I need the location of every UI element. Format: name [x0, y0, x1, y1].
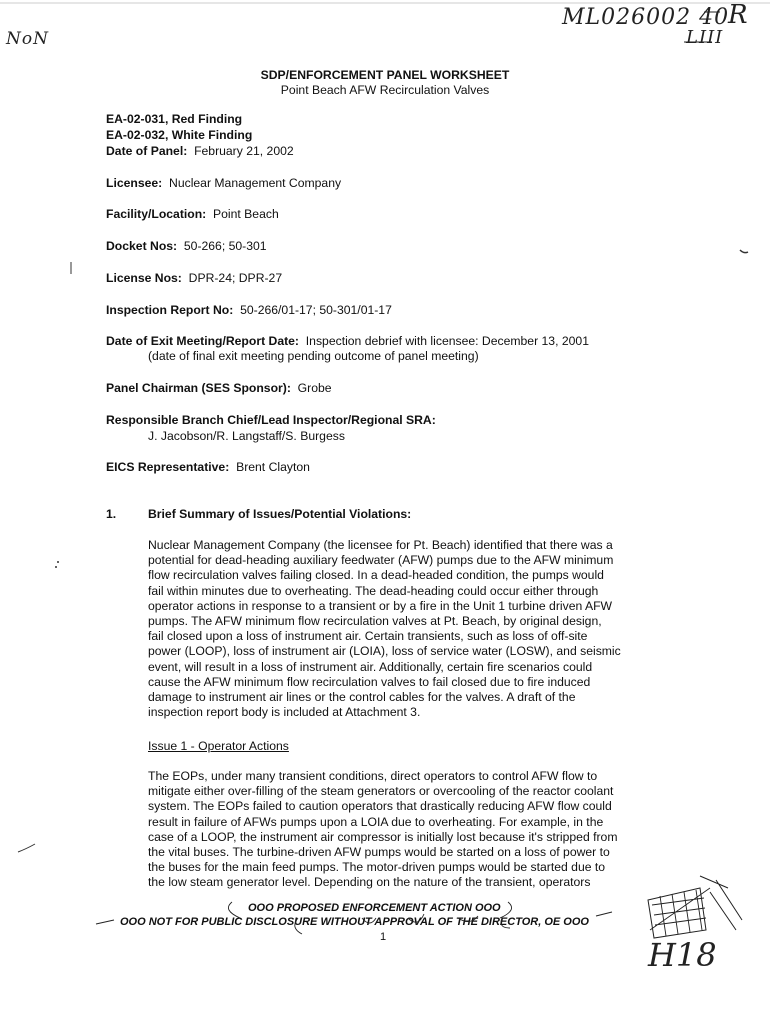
- facility-field: [106, 207, 279, 222]
- paragraph-line: result in failure of AFWs pumps upon a LOIA due to overheating. For example, in the: [148, 814, 604, 829]
- paragraph-line: flow recirculation valves failing closed. In a dead-headed condition, the pumps would: [148, 568, 604, 583]
- summary-paragraph: [148, 538, 668, 720]
- paragraph-line: power (LOOP), loss of instrument air (LOIA), loss of service water (LOSW), and seismic: [148, 644, 621, 659]
- paragraph-line: the buses for the main feed pumps. The motor-driven pumps would be started due to: [148, 860, 606, 875]
- docket-label: Docket Nos:: [106, 239, 178, 253]
- footer-disclosure-notice: OOO NOT FOR PUBLIC DISCLOSURE WITHOUT APPROVAL OF THE DIRECTOR, OE OOO: [120, 916, 589, 928]
- finding-ea-02-032: EA-02-032, White Finding: [106, 128, 253, 142]
- page-title: SDP/ENFORCEMENT PANEL WORKSHEET: [260, 68, 510, 82]
- paragraph-line: the low steam generator level. Depending on the nature of the transient, operators: [148, 875, 591, 890]
- paragraph-line: case of a LOOP, the instrument air compressor is initially lost because it's stripped from: [148, 829, 618, 844]
- footer-proposed-enforcement: OOO PROPOSED ENFORCEMENT ACTION OOO: [248, 902, 501, 914]
- exit-meeting-label: Date of Exit Meeting/Report Date:: [106, 334, 299, 348]
- license-value: DPR-24; DPR-27: [188, 271, 283, 285]
- paragraph-line: potential for dead-heading auxiliary feedwater (AFW) pumps due to the AFW minimum: [148, 553, 614, 568]
- responsible-branch-label: Responsible Branch Chief/Lead Inspector/Regional SRA:: [106, 413, 436, 427]
- date-of-panel-label: Date of Panel:: [106, 144, 188, 158]
- licensee-field: [106, 176, 341, 191]
- eics-label: EICS Representative:: [106, 460, 230, 474]
- date-of-panel: [106, 144, 294, 159]
- eics-field: [106, 460, 310, 475]
- license-field: [106, 271, 282, 286]
- paragraph-line: damage to instrument air lines or the control cables for the valves. A draft of the: [148, 690, 576, 705]
- page-mark-handwriting: H18: [648, 936, 717, 974]
- panel-chairman-value: Grobe: [297, 381, 332, 395]
- paragraph-line: fail within minutes due to overheating. The dead-heading could occur either through: [148, 583, 599, 598]
- margin-dot: [57, 561, 59, 563]
- exit-meeting-value: Inspection debrief with licensee: December 13, 2001: [305, 334, 589, 348]
- licensee-label: Licensee:: [106, 176, 163, 190]
- paragraph-line: mitigate either over-filling of the steam generators or overcooling of the reactor coolant: [148, 784, 614, 799]
- inspection-report-field: [106, 303, 392, 318]
- paragraph-line: The EOPs, under many transient conditions, direct operators to control AFW flow to: [148, 769, 598, 783]
- paragraph-line: system. The EOPs failed to caution operators that drastically reducing AFW flow could: [148, 799, 612, 814]
- license-label: License Nos:: [106, 271, 182, 285]
- exit-meeting-field: [106, 334, 589, 349]
- crosshatch-box: [648, 888, 706, 938]
- paragraph-line: cause the AFW minimum flow recirculation valves to fail closed due to fire induced: [148, 674, 591, 689]
- paragraph-line: fail closed upon a loss of instrument air. Certain transients, such as loss of off-site: [148, 629, 588, 644]
- exit-meeting-note: (date of final exit meeting pending outcome of panel meeting): [148, 349, 479, 363]
- crosshatch-lines: [650, 888, 710, 936]
- paragraph-line: inspection report body is included at Attachment 3.: [148, 705, 421, 720]
- stamp-letter-handwriting: R: [728, 0, 748, 30]
- panel-chairman-label: Panel Chairman (SES Sponsor):: [106, 381, 291, 395]
- document-number-handwriting: ML026002 40: [562, 5, 730, 30]
- issue-1-paragraph: [148, 769, 668, 891]
- paragraph-line: event, will result in a loss of instrument air. Additionally, certain fire scenarios could: [148, 659, 593, 674]
- facility-label: Facility/Location:: [106, 207, 207, 221]
- stamp-sub-handwriting: LIII: [686, 27, 724, 48]
- section-heading: Brief Summary of Issues/Potential Violations:: [148, 507, 412, 521]
- section-number: 1.: [106, 507, 117, 521]
- issue-1-heading: Issue 1 - Operator Actions: [148, 739, 289, 753]
- paragraph-line: operator actions in response to a transient or by a fire in the Unit 1 turbine driven AFW: [148, 598, 613, 613]
- page-number: 1: [380, 931, 387, 943]
- finding-ea-02-031: EA-02-031, Red Finding: [106, 112, 243, 126]
- responsible-branch-value: J. Jacobson/R. Langstaff/S. Burgess: [148, 429, 345, 443]
- licensee-value: Nuclear Management Company: [169, 176, 342, 190]
- paragraph-line: pumps. The AFW minimum flow recirculation valves at Pt. Beach, by original design,: [148, 614, 602, 629]
- facility-value: Point Beach: [213, 207, 279, 221]
- right-margin-mark: [740, 250, 748, 253]
- panel-chairman-field: [106, 381, 332, 396]
- paragraph-line: the vital buses. The turbine-driven AFW pumps would be started on a loss of power to: [148, 845, 610, 860]
- docket-field: [106, 239, 267, 254]
- date-of-panel-value: February 21, 2002: [194, 144, 294, 158]
- eics-value: Brent Clayton: [236, 460, 310, 474]
- top-left-handwriting: NoN: [6, 29, 49, 49]
- margin-stroke: [18, 844, 35, 852]
- crosshatch-extra: [700, 876, 742, 930]
- page-subtitle: Point Beach AFW Recirculation Valves: [280, 83, 490, 97]
- docket-value: 50-266; 50-301: [183, 239, 267, 253]
- inspection-report-value: 50-266/01-17; 50-301/01-17: [240, 303, 392, 317]
- inspection-report-label: Inspection Report No:: [106, 303, 234, 317]
- paragraph-line: Nuclear Management Company (the licensee for Pt. Beach) identified that there was a: [148, 538, 613, 552]
- margin-dot: [55, 566, 57, 568]
